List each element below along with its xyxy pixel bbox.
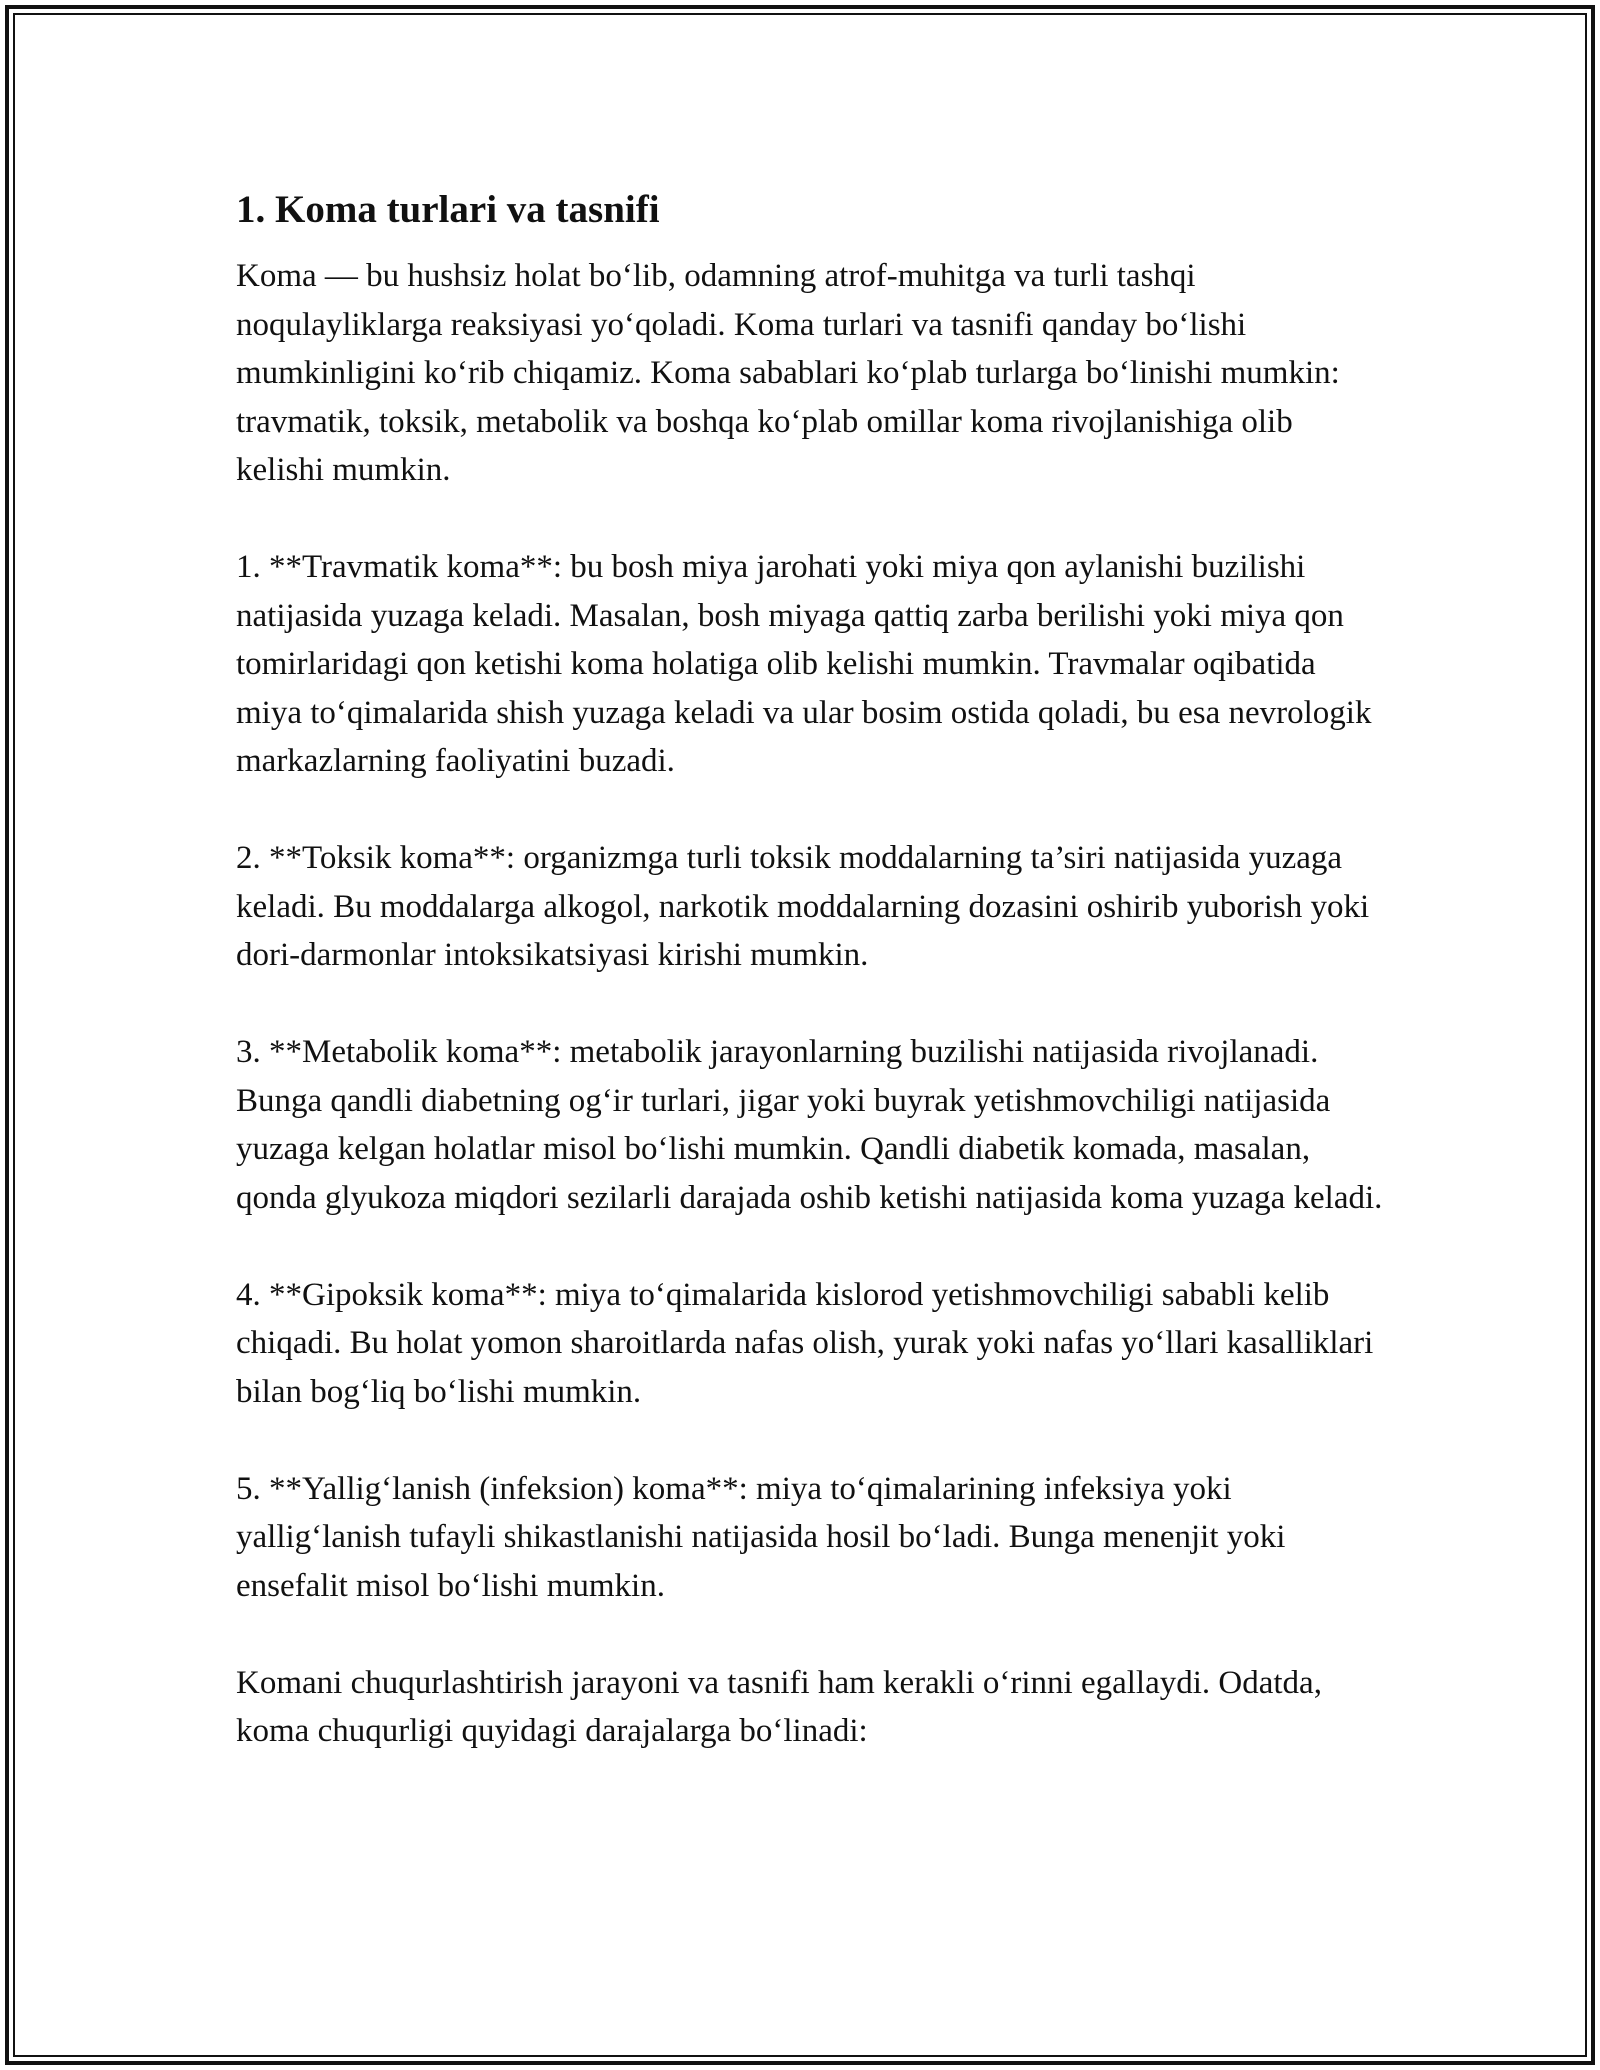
section-heading: 1. Koma turlari va tasnifi xyxy=(236,188,660,231)
paragraph-metabolik-koma: 3. **Metabolik koma**: metabolik jarayonlarning buzilishi natijasida rivojlanadi. Bunga qandli diabetning og‘ir turlari, jigar yoki buyrak yetishmovchiligi natijasida yuzaga kelgan holatlar misol bo‘lishi mumkin. Qandli diabetik komada, masalan, qonda glyukoza miqdori sezilarli darajada oshib ketishi natijasida koma yuzaga keladi. xyxy=(236,1034,1383,1216)
paragraph-gipoksik-koma: 4. **Gipoksik koma**: miya to‘qimalarida kislorod yetishmovchiligi sababli kelib chiqadi. Bu holat yomon sharoitlarda nafas olish, yurak yoki nafas yo‘llari kasalliklari bilan bog‘liq bo‘lishi mumkin. xyxy=(236,1276,1374,1410)
intro-paragraph: Koma — bu hushsiz holat bo‘lib, odamning atrof-muhitga va turli tashqi noqulayliklarga reaksiyasi yo‘qoladi. Koma turlari va tasnifi qanday bo‘lishi mumkinligini ko‘rib chiqamiz. Koma sabablari ko‘plab turlarga bo‘linishi mumkin: travmatik, toksik, metabolik va boshqa ko‘plab omillar koma rivojlanishiga olib kelishi mumkin. xyxy=(236,258,1340,488)
paragraph-toksik-koma: 2. **Toksik koma**: organizmga turli toksik moddalarning ta’siri natijasida yuzaga keladi. Bu moddalarga alkogol, narkotik moddalarning dozasini oshirib yuborish yoki dori-darmonlar intoksikatsiyasi kirishi mumkin. xyxy=(236,840,1370,973)
paragraph-infeksion-koma: 5. **Yallig‘lanish (infeksion) koma**: miya to‘qimalarining infeksiya yoki yallig‘lanish tufayli shikastlanishi natijasida hosil bo‘ladi. Bunga menenjit yoki ensefalit misol bo‘lishi mumkin. xyxy=(236,1470,1286,1604)
paragraph-travmatik-koma: 1. **Travmatik koma**: bu bosh miya jarohati yoki miya qon aylanishi buzilishi natijasida yuzaga keladi. Masalan, bosh miyaga qattiq zarba berilishi yoki miya qon tomirlaridagi qon ketishi koma holatiga olib kelishi mumkin. Travmalar oqibatida miya to‘qimalarida shish yuzaga keladi va ular bosim ostida qoladi, bu esa nevrologik markazlarning faoliyatini buzadi. xyxy=(236,549,1372,779)
closing-paragraph: Komani chuqurlashtirish jarayoni va tasnifi ham kerakli o‘rinni egallaydi. Odatda, koma chuqurligi quyidagi darajalarga bo‘linadi: xyxy=(236,1664,1322,1749)
document-body xyxy=(236,186,1386,1804)
